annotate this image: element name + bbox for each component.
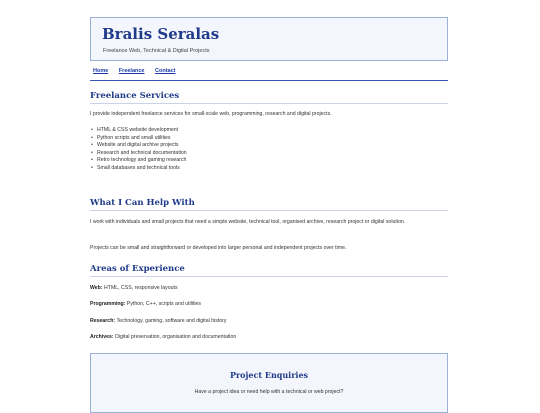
experience-label: Web:	[90, 285, 103, 291]
list-item: • Small databases and technical tools	[90, 165, 187, 173]
list-item: • HTML & CSS website development	[90, 127, 187, 135]
experience-web	[90, 285, 178, 291]
help-paragraph-2: Projects can be small and straightforward or developed into larger personal and independent projects over time.	[90, 245, 347, 251]
help-paragraph-1: I work with individuals and small projects that need a simple website, technical tool, organised archive, research project or digital solution.	[90, 219, 406, 225]
enquiry-text: Have a project idea or need help with a technical or web project?	[194, 389, 344, 395]
services-heading: Freelance Services	[90, 91, 448, 104]
experience-programming	[90, 301, 201, 307]
nav-link-home[interactable]: Home	[93, 68, 109, 74]
site-title: Bralis Seralas	[102, 25, 220, 43]
experience-archives	[90, 334, 236, 340]
main-nav	[93, 68, 185, 74]
site-header	[90, 17, 448, 61]
list-item: • Website and digital archive projects	[90, 142, 187, 150]
nav-divider	[90, 80, 448, 81]
experience-label: Research:	[90, 318, 116, 324]
experience-heading: Areas of Experience	[90, 264, 448, 277]
services-intro: I provide independent freelance services for small-scale web, programming, research and digital projects.	[90, 111, 332, 117]
list-item: • Research and technical documentation	[90, 150, 187, 158]
experience-research	[90, 318, 227, 324]
nav-link-freelance[interactable]: Freelance	[118, 68, 145, 74]
experience-text: Digital preservation, organisation and documentation	[113, 334, 237, 340]
list-item: • Retro technology and gaming research	[90, 157, 187, 165]
experience-text: Python, C++, scripts and utilities	[125, 301, 201, 307]
experience-text: Technology, gaming, software and digital history	[115, 318, 227, 324]
project-enquiries-box	[90, 353, 448, 413]
services-list	[90, 127, 187, 173]
list-item: • Python scripts and small utilities	[90, 135, 187, 143]
experience-label: Programming:	[90, 301, 126, 307]
site-tagline: Freelance Web, Technical & Digital Projects	[103, 48, 210, 54]
nav-link-contact[interactable]: Contact	[155, 68, 176, 74]
experience-label: Archives:	[90, 334, 114, 340]
experience-text: HTML, CSS, responsive layouts	[102, 285, 178, 291]
enquiry-title: Project Enquiries	[229, 370, 309, 380]
help-heading: What I Can Help With	[90, 198, 448, 211]
